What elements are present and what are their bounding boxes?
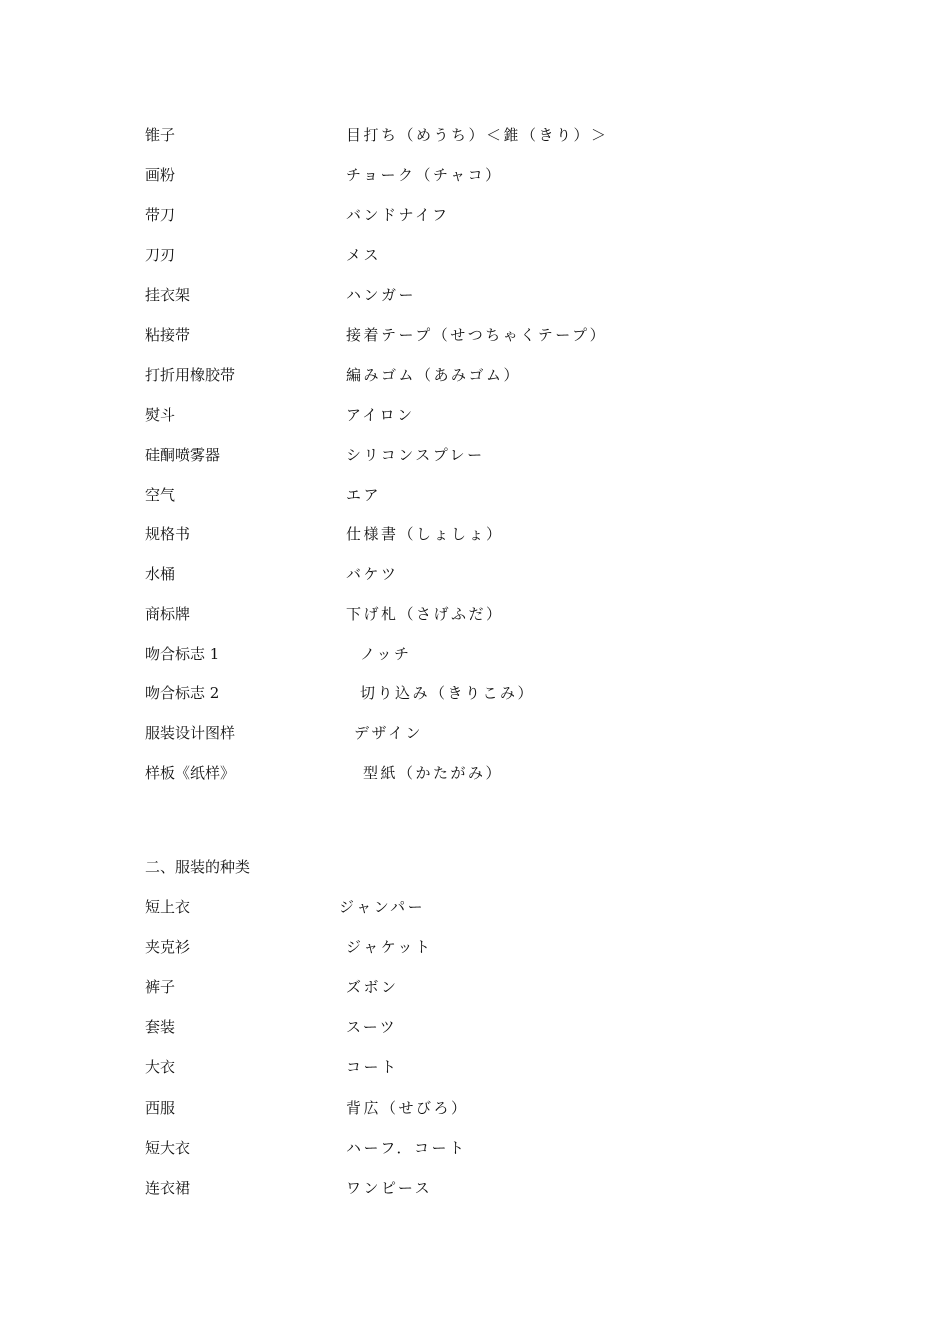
chinese-term: 规格书 [145, 525, 191, 543]
japanese-term: バンドナイフ [346, 206, 450, 224]
chinese-term: 刀刃 [145, 246, 176, 264]
chinese-term: 套装 [145, 1018, 176, 1036]
japanese-term: ハーフ．コート [346, 1139, 467, 1157]
japanese-term: 接着テープ（せつちゃくテープ） [346, 326, 608, 344]
japanese-term: ジャケット [346, 938, 433, 956]
vocab-row [0, 123, 950, 147]
chinese-term: 吻合标志 1 [145, 645, 220, 663]
chinese-term: 粘接带 [145, 326, 191, 344]
vocab-row [0, 1096, 950, 1120]
chinese-term: 吻合标志 2 [145, 684, 220, 702]
vocab-row [0, 363, 950, 387]
vocab-row [0, 975, 950, 999]
chinese-term: 大衣 [145, 1058, 176, 1076]
chinese-term: 短上衣 [145, 898, 191, 916]
vocab-row [0, 642, 950, 666]
chinese-term: 硅酮喷雾器 [145, 446, 221, 464]
chinese-term: 挂衣架 [145, 286, 191, 304]
japanese-term: デザイン [354, 724, 423, 742]
chinese-term: 打折用橡胶带 [145, 366, 236, 384]
chinese-term: 连衣裙 [145, 1179, 191, 1197]
japanese-term: メス [346, 246, 382, 264]
vocab-row [0, 163, 950, 187]
vocab-row [0, 895, 950, 919]
vocab-row [0, 681, 950, 705]
vocab-row [0, 483, 950, 507]
japanese-term: 仕様書（しょしょ） [346, 525, 504, 543]
vocab-row [0, 522, 950, 546]
vocab-row [0, 761, 950, 785]
vocab-row [0, 1015, 950, 1039]
japanese-term: ジャンパー [339, 898, 426, 916]
japanese-term: ノッチ [360, 645, 412, 663]
japanese-term: 編みゴム（あみゴム） [346, 366, 522, 384]
vocab-row [0, 283, 950, 307]
vocab-row [0, 1136, 950, 1160]
chinese-term: 空气 [145, 486, 176, 504]
chinese-term: 水桶 [145, 565, 176, 583]
chinese-term: 西服 [145, 1099, 176, 1117]
vocab-row [0, 562, 950, 586]
section-heading: 二、服装的种类 [145, 858, 251, 876]
japanese-term: ズボン [346, 978, 399, 996]
japanese-term: 切り込み（きりこみ） [360, 684, 536, 702]
chinese-term: 带刀 [145, 206, 176, 224]
japanese-term: バケツ [346, 565, 399, 583]
chinese-term: 服装设计图样 [145, 724, 236, 742]
vocab-row [0, 602, 950, 626]
japanese-term: アイロン [346, 406, 415, 424]
vocab-row [0, 1055, 950, 1079]
chinese-term: 熨斗 [145, 406, 176, 424]
japanese-term: 目打ち（めうち）＜錐（きり）＞ [346, 126, 609, 144]
vocab-row [0, 1176, 950, 1200]
japanese-term: 型紙（かたがみ） [363, 764, 504, 782]
japanese-term: スーツ [346, 1018, 398, 1036]
vocab-row [0, 243, 950, 267]
chinese-term: 短大衣 [145, 1139, 191, 1157]
chinese-term: 夹克衫 [145, 938, 191, 956]
japanese-term: 下げ札（さげふだ） [346, 605, 504, 623]
japanese-term: 背広（せびろ） [346, 1099, 469, 1117]
japanese-term: シリコンスプレー [346, 446, 485, 464]
japanese-term: エア [346, 486, 382, 504]
japanese-term: ハンガー [346, 286, 417, 304]
japanese-term: チョーク（チャコ） [346, 166, 503, 184]
chinese-term: 锥子 [145, 126, 176, 144]
chinese-term: 商标牌 [145, 605, 191, 623]
vocab-row [0, 443, 950, 467]
chinese-term: 样板《纸样》 [145, 764, 236, 782]
japanese-term: コート [346, 1058, 399, 1076]
chinese-term: 裤子 [145, 978, 176, 996]
vocab-row [0, 323, 950, 347]
vocab-row [0, 403, 950, 427]
vocab-row [0, 721, 950, 745]
chinese-term: 画粉 [145, 166, 176, 184]
japanese-term: ワンピース [346, 1179, 433, 1197]
vocab-row [0, 935, 950, 959]
vocab-row [0, 203, 950, 227]
